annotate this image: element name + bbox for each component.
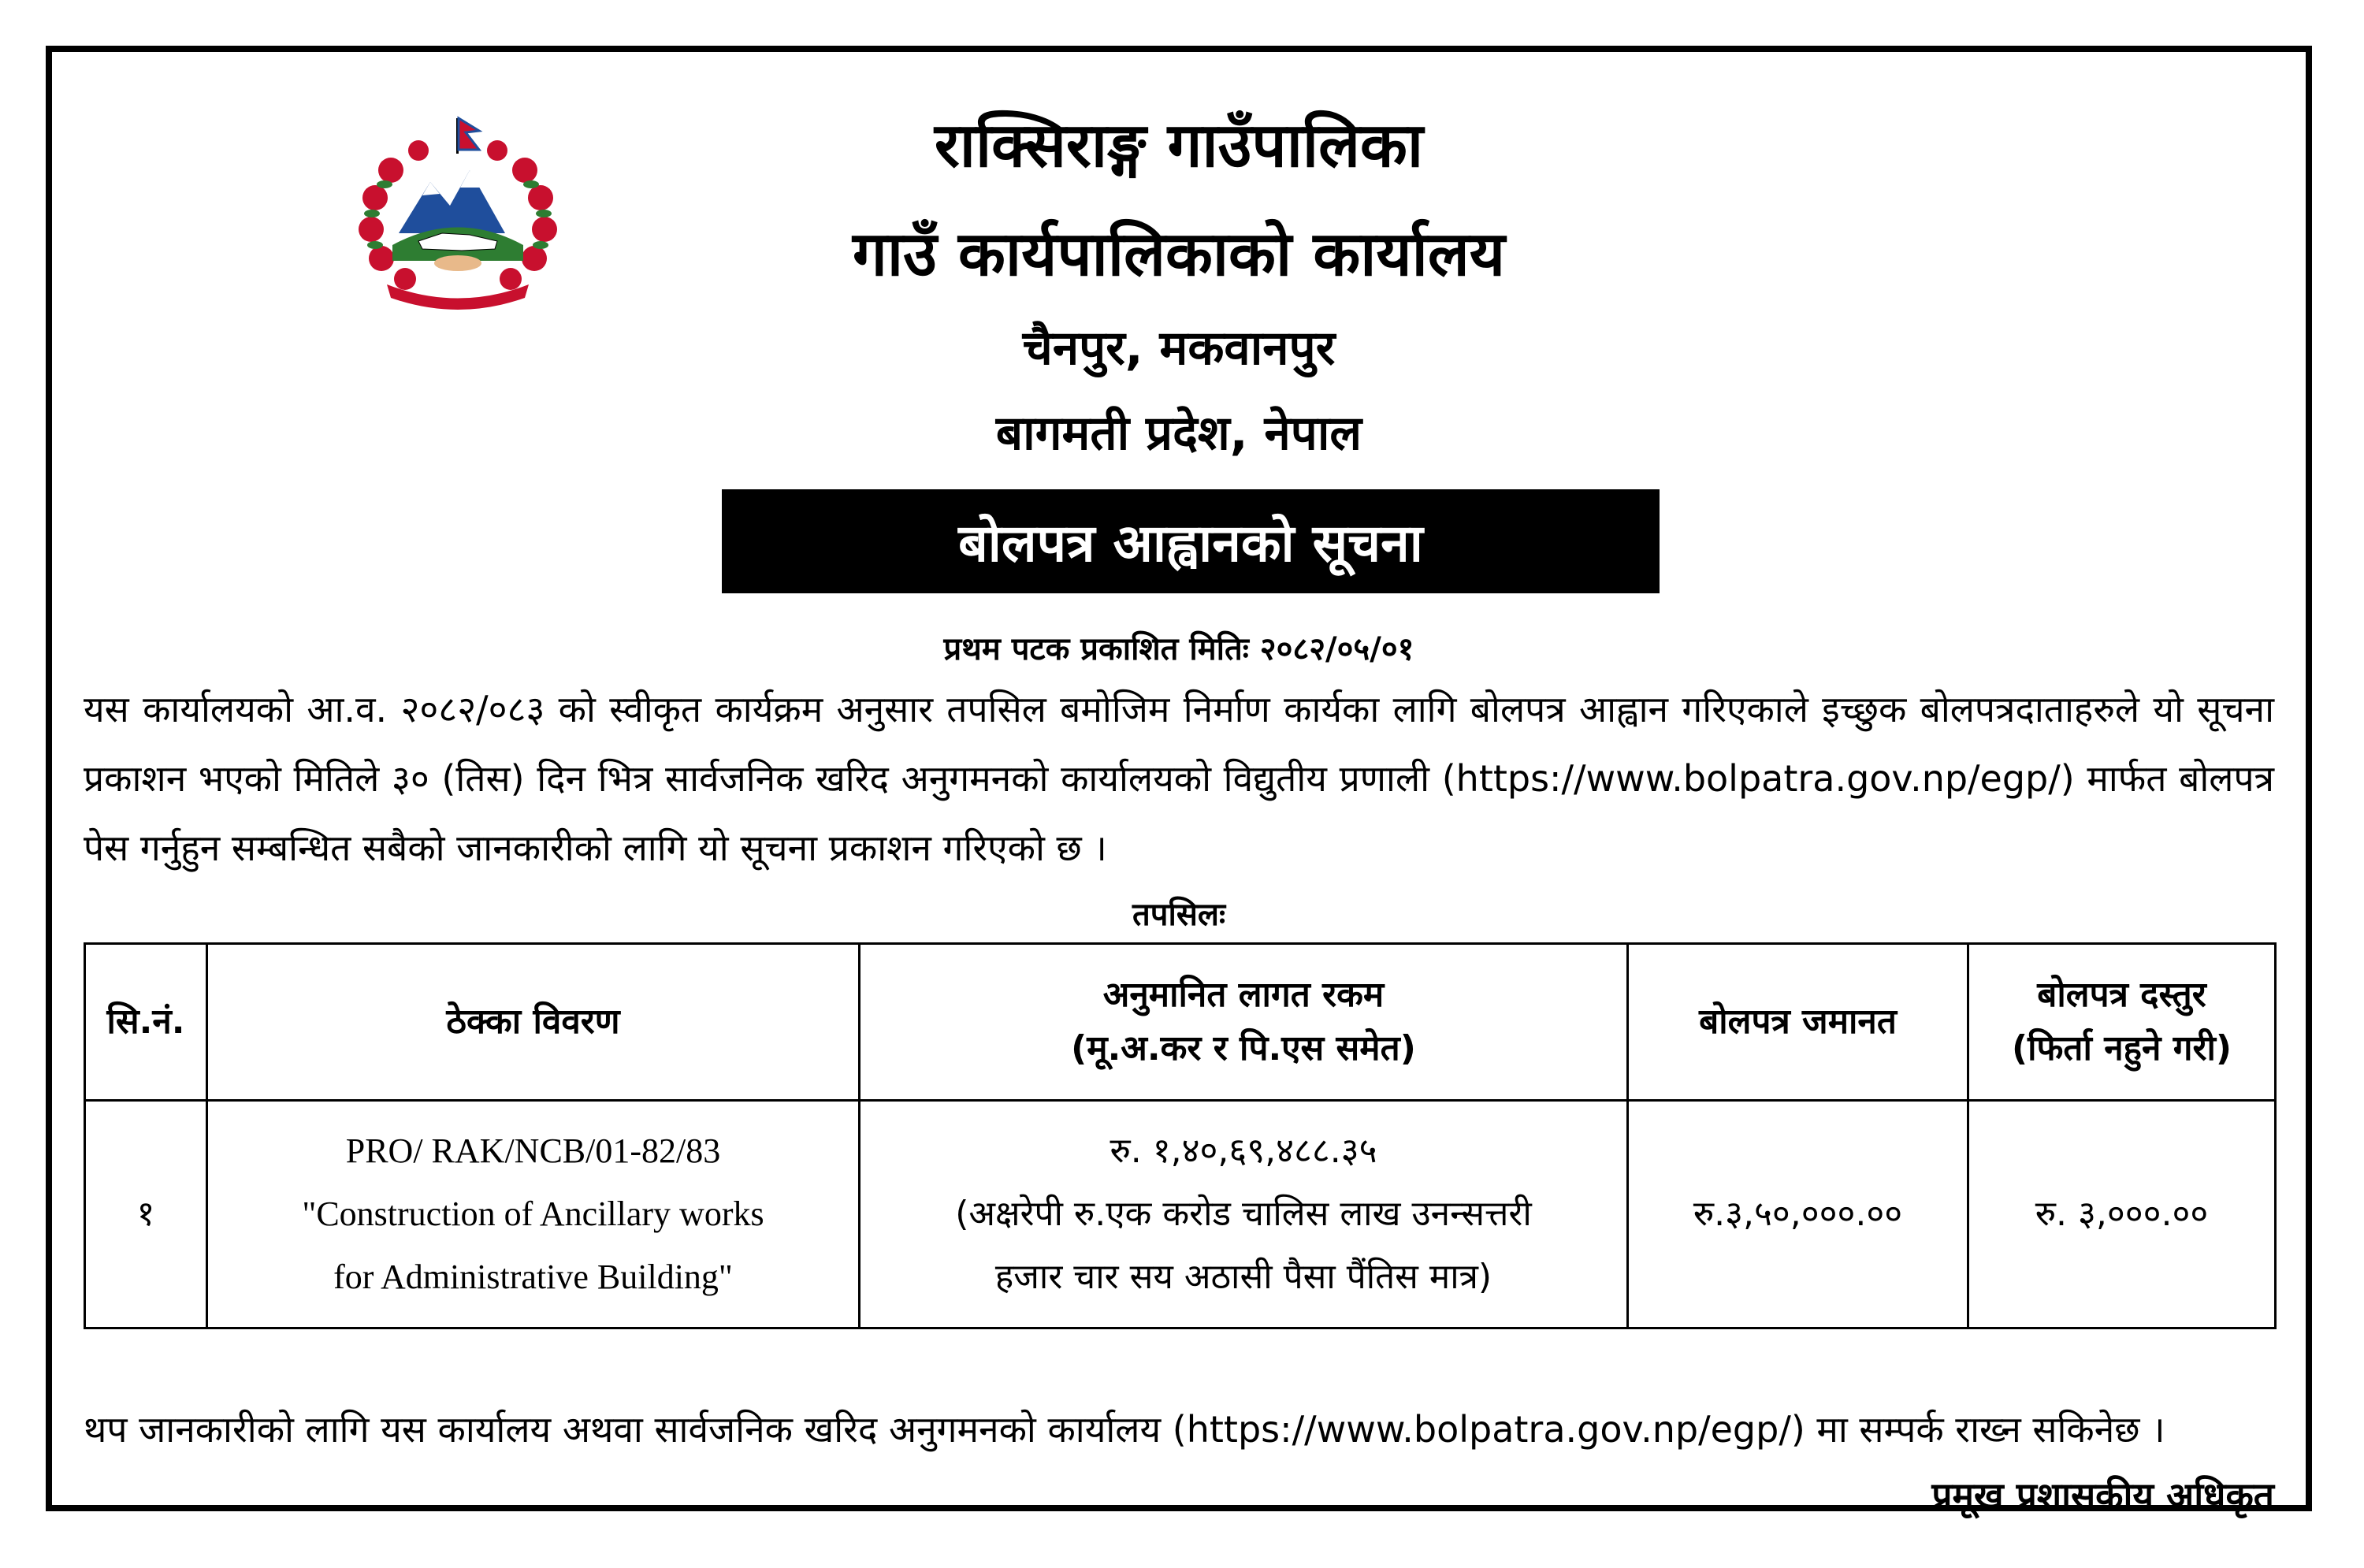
tender-table <box>84 942 2277 1329</box>
notice-frame <box>46 46 2312 1517</box>
publication-date: प्रथम पटक प्रकाशित मितिः २०८२/०५/०१ <box>943 631 1414 667</box>
cell-contract-description <box>207 1101 860 1328</box>
office-address: चैनपुर, मकवानपुर <box>1022 321 1336 376</box>
header-serial-number: सि.नं. <box>85 944 207 1101</box>
cell-bid-fee: रु. ३,०००.०० <box>1968 1101 2276 1328</box>
cell-bid-security: रु.३,५०,०००.०० <box>1628 1101 1968 1328</box>
municipality-name: राक्सिराङ्ग गाउँपालिका <box>934 110 1424 181</box>
province-country: बागमती प्रदेश, नेपाल <box>995 406 1362 461</box>
header-cost-line2: (मू.अ.कर र पि.एस समेत) <box>1071 1028 1416 1068</box>
contract-reference: PRO/ RAK/NCB/01-82/83 <box>345 1131 721 1170</box>
notice-body: यस कार्यालयको आ.व. २०८२/०८३ को स्वीकृत कार्यक्रम अनुसार तपसिल बमोजिम निर्माण कार्यका लागि बोलपत्र आह्वान गरिएकाले इच्छुक बोलपत्रदाताहरुले यो सूचना प्रकाशन भएको मितिले ३० (तिस) दिन भित्र सार्वजनिक खरिद अनुगमनको कार्यालयको विद्युतीय प्रणाली (https://www.bolpatra.gov.np/egp/) मार्फत बोलपत्र पेस गर्नुहुन सम्बन्धित सबैको जानकारीको लागि यो सूचना प्रकाशन गरिएको छ । <box>84 688 2274 869</box>
table-row <box>85 1101 2276 1328</box>
office-name: गाउँ कार्यपालिकाको कार्यालय <box>853 219 1505 290</box>
contract-title-line2: for Administrative Building" <box>333 1258 733 1296</box>
header-fee-line1: बोलपत्र दस्तुर <box>2037 975 2206 1015</box>
header-bid-security: बोलपत्र जमानत <box>1628 944 1968 1101</box>
cell-serial-number: १ <box>85 1101 207 1328</box>
contract-title-line1: "Construction of Ancillary works <box>302 1195 764 1233</box>
notice-title-banner: बोलपत्र आह्वानको सूचना <box>722 489 1660 593</box>
header-cost-line1: अनुमानित लागत रकम <box>1102 975 1385 1015</box>
cost-amount: रु. १,४०,६९,४८८.३५ <box>1110 1131 1377 1171</box>
header-contract-description: ठेक्का विवरण <box>207 944 860 1101</box>
schedule-heading: तपसिलः <box>1132 897 1226 933</box>
header-fee-line2: (फिर्ता नहुने गरी) <box>2011 1028 2232 1068</box>
signatory-title: प्रमूख प्रशासकीय अधिकृत <box>1931 1474 2274 1517</box>
header-estimated-cost <box>860 944 1628 1101</box>
header-bid-fee <box>1968 944 2276 1101</box>
cell-estimated-cost <box>860 1101 1628 1328</box>
table-header-row <box>85 944 2276 1101</box>
cost-in-words-line2: हजार चार सय अठासी पैसा पैंतिस मात्र) <box>994 1257 1492 1297</box>
cost-in-words-line1: (अक्षरेपी रु.एक करोड चालिस लाख उनन्सत्तरी <box>955 1194 1532 1234</box>
contact-note: थप जानकारीको लागि यस कार्यालय अथवा सार्वजनिक खरिद अनुगमनको कार्यालय (https://www.bolpatra.gov.np/egp/) मा सम्पर्क राख्न सकिनेछ । <box>84 1408 2165 1451</box>
